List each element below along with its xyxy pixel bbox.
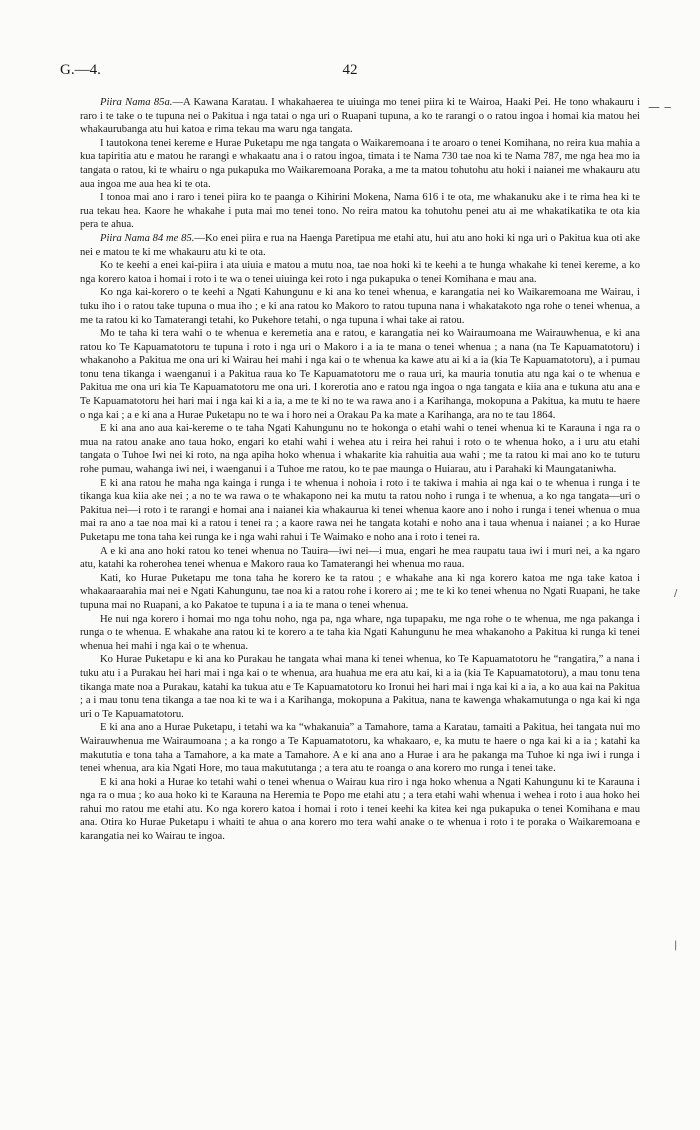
paragraph-text: E ki ana hoki a Hurae ko tetahi wahi o tenei whenua o Wairau kua riro i nga hoko whenua a Ngati Kahungunu ki te Karauna i nga ra o mua ; ko aua hoko ki te Karauna na Heremia te Popo me etahi atu ; a tera etahi wahi whenua i wehea i roto i aua hoko hei rahui mo ratou me etahi atu. Ko nga korero katoa i homai i roto i tenei keehi ka kitea kei nga pukapuka o tenei Komihana e mau ana. Otira ko Hurae Puketapu i whaiti te ahua o ana korero mo tera wahi anake o te whenua i roto i te poraka o Waikaremoana e karangatia nei ko Wairau te ingoa. <box>80 776 640 843</box>
paragraph-text: I tonoa mai ano i raro i tenei piira ko te paanga o Kihirini Mokena, Nama 616 i te ota, me whakanuku ake i te rima hea ki te rua tekau hea. Kaore he whakahe i puta mai mo tenei tono. No reira matou ka tohutohu penei atu ai me whakatikatika te ota kia pera te ahua. <box>80 192 640 231</box>
paragraph-text: E ki ana ano a Hurae Puketapu, i tetahi wa ka “whakanuia” a Tamahore, tama a Karatau, tamaiti a Pakitua, hei tangata nui mo Wairauwhenua me Wairaumoana ; a ka rongo a Te Kapuamatotoru, ka whakaaro, e, ka mutu te haere o nga kai ki a ia ; katahi ka makututia e tona taha a Tamahore, a ka mate a Tamahore. A e ki ana ano a Hurae i ara he pakanga ma Tuhoe ki nga iwi i runga i tenei whenua, ara kia Ngati Hore, mo taua makututanga ; a tera atu te roanga o ana korero mo runga i tenei take. <box>80 722 640 775</box>
page-number: 42 <box>342 62 358 78</box>
paragraph <box>80 286 640 327</box>
paragraph <box>80 545 640 572</box>
paragraph-lead: Piira Nama 85a. <box>100 97 173 108</box>
paragraph-text: A e ki ana ano hoki ratou ko tenei whenua no Tauira—iwi nei—i mua, engari he mea raupatu taua iwi i muri nei, a ka ngaro atu, katahi ka roherohea tenei whenua e Makoro raua ko Tamaterangi hei whenua mo raua. <box>80 545 640 571</box>
paragraph-text: Ko Hurae Puketapu e ki ana ko Purakau he tangata whai mana ki tenei whenua, ko Te Kapuamatotoru he “rangatira,” a nana i tuku atu i a Purakau hei hari mai i nga kai o te whenua, ara huahua me era atu kai, ki a ia (kia Te Kapuamatotoru), a mau tonu tena tikanga mate noa a Purakau, katahi ka tukua atu e Te Kapuamatotoru ko Ironui hei hari mai i nga kai ki a ia, a ko aua kai na Pakitua ; a i mau tonu tena tikanga a tae noa ki te wa i a Karihanga, mokopuna a Pakitua, nana te kawenga whakamutunga o nga kai ki nga uri o Te Kapuamatotoru. <box>80 654 640 720</box>
paragraph <box>80 721 640 775</box>
paragraph <box>80 422 640 476</box>
paragraph <box>80 259 640 286</box>
margin-tick-mark: | <box>674 940 678 951</box>
paragraph <box>80 232 640 259</box>
paragraph <box>80 572 640 613</box>
paragraph <box>80 477 640 545</box>
margin-dash-mark: — ‒ <box>648 100 672 114</box>
paragraph-text: Mo te taha ki tera wahi o te whenua e keremetia ana e ratou, e karangatia nei ko Wairaumoana me Wairauwhenua, e ki ana ratou ko Te Kapuamatotoru te tupuna i roto i nga uri o Makoro i a ia te mana o tenei whenua ; a nana (na Te Kapuamatotoru) i whakanoho a Pakitua me ona uri ki Wairau hei mahi i nga kai o te whenua ka kawe atu ai ki a ia (kia Te Kapuamatotoru), a i pumau tonu tena tikanga i waenganui i a Pakitua raua ko Te Kapuamatotoru me o raua uri, ka mauria tonutia atu nga kai o te whenua e Pakitua me ona uri kia Te Kapuamatotoru me ona uri. I korerotia ano e ratou nga ingoa o nga tangata e kiia ana e tukuna atu ana e Te Kapuamatotoru hei hari mai i nga kai ki a ia, a me te ki no te wa rawa ano i a Karihanga, mokopuna a Pakitua, ka mutu te haere o nga kai ; a e ki ana a Hurae Puketapu no te wa i horo nei a Orakau Pa ka mate a Karihanga, ara no te tau 1864. <box>80 328 640 421</box>
paragraph <box>80 137 640 191</box>
document-reference: G.—4. <box>60 62 101 78</box>
paragraph-text: E ki ana ano aua kai-kereme o te taha Ngati Kahungunu no te hokonga o etahi wahi o tenei whenua ki te Karauna i nga ra o mua na ratou anake ano taua hoko, engari ko etahi wahi i wehea atu i reira hei rahui i roto o te whenua hoko, a i uru atu etahi tangata o Tuhoe Iwi nei ki roto, na nga apiha hoko whenua i whakarite kia rahuitia aua wahi ; me ta ratou ki mai ano ko te tuturu rohe pumau, wahanga iwi nei, i waenganui i a Tuhoe me ratou, ko te pae maunga o Huiarau, atu i Parahaki ki Maungataniwha. <box>80 423 640 476</box>
paragraph <box>80 653 640 721</box>
paragraph-text: Kati, ko Hurae Puketapu me tona taha he korero ke ta ratou ; e whakahe ana ki nga korero katoa me nga take katoa i whakaaraarahia mai nei e Ngati Kahungunu, tae noa ki a ratou rohe i korero ai ; me te ki ko tenei whenua no Ngati Ruapani, he take tupuna mai no Ruapani, a ko Pakatoe te tupuna i a ia te mana o tenei whenua. <box>80 572 640 611</box>
paragraph-text: Ko te keehi a enei kai-piira i ata uiuia e matou a mutu noa, tae noa hoki ki te keehi a te hunga whakahe ki tenei kereme, a ko nga korero katoa i homai i roto i te wa o tenei uiuinga kei roto i nga pukapuka o tenei Komihana e mau ana. <box>80 260 640 285</box>
document-body <box>80 96 640 844</box>
paragraph <box>80 327 640 422</box>
paragraph <box>80 191 640 232</box>
paragraph <box>80 96 640 137</box>
margin-tick-mark: / <box>674 588 678 599</box>
paragraph-text: I tautokona tenei kereme e Hurae Puketapu me nga tangata o Waikaremoana i te aroaro o tenei Komihana, no reira kua mahia a kua tapiritia atu e matou he rarangi e whakaatu ana i o ratou ingoa, timata i te Nama 730 tae noa ki te Nama 787, me nga hea mo ia tangata o ratou, ki te whairu o nga pukapuka mo Waikaremoana Poraka, a me ta matou tohutohu atu hoki i naianei me whakauru atu aua ingoa me aua hea ki te ota. <box>80 137 640 190</box>
paragraph-text: E ki ana ratou he maha nga kainga i runga i te whenua i nohoia i roto i te takiwa i mahia ai nga kai o te whenua i runga i te tikanga kua kiia ake nei ; a no te wa rawa o te whakapono nei ka mutu ta ratou noho i runga i te whenua, a ko nga tangata—uri o Pakitua nei—i roto i te rarangi e homai ana i naianei kia whakaurua ki tenei whenua kaore ano i noho i runga i tenei whenua o mua mai ra ano a tae noa mai ki a ratou i tenei ra ; a kaore rawa nei he tangata kotahi e noho ana i taua whenua i naianei ; a ko Hurae Puketapu me tona taha kei runga ke i nga wahi rahui i Te Waimako e noho ana i roto i tenei ra. <box>80 477 640 543</box>
paragraph-text: —A Kawana Karatau. I whakahaerea te uiuinga mo tenei piira ki te Wairoa, Haaki Pei. He tono whakauru i raro i te take o te tupuna nei o Pakitua i nga tatai o nga uri o Ruapani tupuna, a ko te rarangi o o ratou ingoa i homai kia matou hei whakaurubanga atu hui katoa e rima tekau ma waru nga tangata. <box>80 97 640 136</box>
paragraph-text: Ko nga kai-korero o te keehi a Ngati Kahungunu e ki ana ko tenei whenua, e karangatia nei ko Waikaremoana me Wairau, i tuku iho i o ratou take tupuna o mua iho ; e ki ana ratou ko Makoro to ratou tupuna nana i whakatakoto nga rohe o tenei whenua, a me ta ratou ki ko Tamaterangi tetahi, ko Pukehore tetahi, o nga tupuna i whai take ai ratou. <box>80 287 640 326</box>
paragraph-lead: Piira Nama 84 me 85. <box>100 232 195 244</box>
paragraph-text: —Ko enei piira e rua na Haenga Paretipua me etahi atu, hui atu ano hoki ki nga uri o Pakitua kua oti ake nei e matou te ki me whakauru atu ki te ota. <box>80 232 641 258</box>
paragraph <box>80 613 640 654</box>
page-header <box>60 62 640 82</box>
paragraph-text: He nui nga korero i homai mo nga tohu noho, nga pa, nga whare, nga tupapaku, me nga rohe o te whenua, me nga pakanga i runga o te whenua. E whakahe ana ratou ki te korero a te taha kia Ngati Kahungunu he mea whakanoho a Pakitua ki runga ki tenei whenua hei mahi i nga kai o te whenua. <box>80 613 640 652</box>
paragraph <box>80 776 640 844</box>
